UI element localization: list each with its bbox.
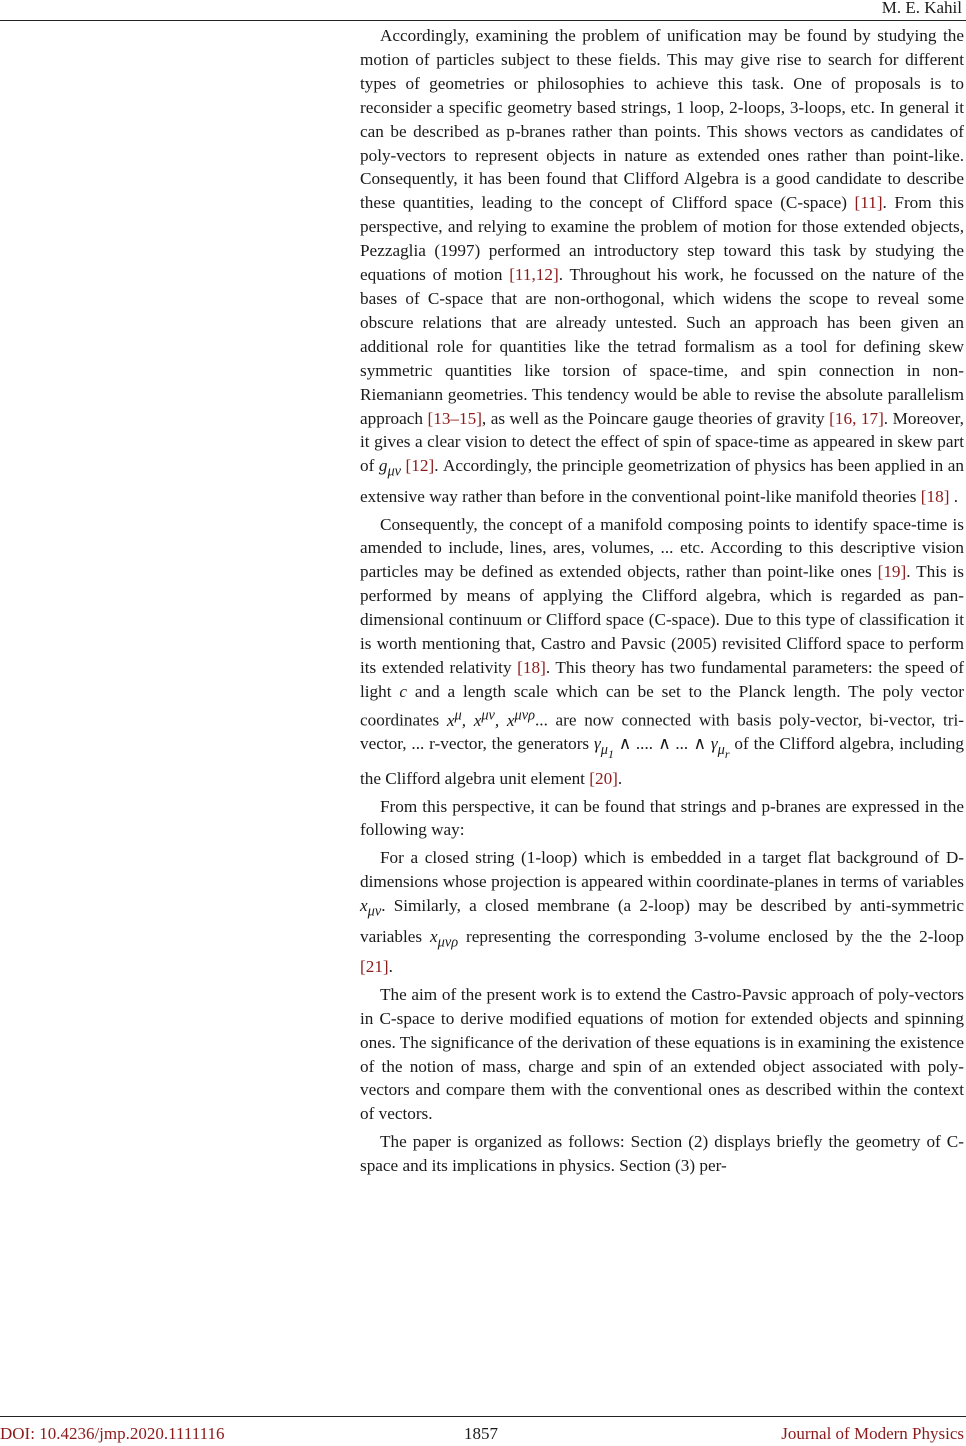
- citation-link[interactable]: [20]: [589, 768, 618, 788]
- inline-math: $x^\mu$, $x^{\mu\nu}$, $x^{\mu\nu\rho}$: [446, 706, 535, 730]
- inline-math: $\gamma_{\mu_1}$ ∧ .... ∧ ... ∧ $\gamma_{\mu_r}$: [593, 734, 730, 761]
- inline-math: $x_{\mu\nu}$: [360, 896, 382, 920]
- journal-name[interactable]: Journal of Modern Physics: [781, 1424, 964, 1443]
- citation-link[interactable]: [21]: [360, 956, 389, 976]
- citation-link[interactable]: [16, 17]: [829, 408, 884, 428]
- paragraph: For a closed string (1-loop) which is embedded in a target flat background of D-dimensions whose projection is appeared within coordinate-planes in terms of variables $x_{\mu\nu}$. Similarly, a closed membrane (a 2-loop) may be described by anti-symmetric variables $x_{\mu\nu\rho}$ representing the corresponding 3-volume enclosed by the the 2-loop [21].: [360, 848, 964, 976]
- inline-math: $g_{\mu\nu}$: [378, 456, 402, 480]
- paragraph: From this perspective, it can be found that strings and p-branes are expressed in the following way:: [360, 796, 964, 840]
- paragraph: The paper is organized as follows: Section (2) displays briefly the geometry of C-space and its implications in physics. Section (3) per-: [360, 1132, 964, 1176]
- paragraph: Accordingly, examining the problem of unification may be found by studying the motion of particles subject to these fields. This may give rise to search for different types of geometries or philosophies to achieve this task. One of proposals is to reconsider a specific geometry based strings, 1 loop, 2-loops, 3-loops, etc. In general it can be described as p-branes rather than points. This shows vectors as candidates of poly-vectors to represent objects in nature as extended ones rather than point-like. Consequently, it has been found that Clifford Algebra is a good candidate to describe these quantities, leading to the concept of Clifford space (C-space) [11]. From this perspective, and relying to examine the problem of motion for those extended objects, Pezzaglia (1997) performed an introductory step toward this task by studying the equations of motion [11,12]. Throughout his work, he focussed on the nature of the bases of C-space that are non-orthogonal, which widens the scope to reveal some obscure relations that are already untested. Such an approach has been given an additional role for quantities like the tetrad formalism as a tool for defining skew symmetric quantities like torsion of space-time, and spin connection in non-Riemaniann geometries. This tendency would be able to revise the absolute parallelism approach [13–15], as well as the Poincare gauge theories of gravity [16, 17]. Moreover, it gives a clear vision to detect the effect of spin of space-time as appeared in skew part of $g_{\mu\nu}$ [12]. Accordingly, the principle geometrization of physics has been applied in an extensive way rather than before in the conventional point-like manifold theories [18] .: [360, 26, 965, 506]
- inline-math: c: [399, 681, 408, 701]
- paragraph: Consequently, the concept of a manifold composing points to identify space-time is amended to include, lines, ares, volumes, ... etc. According to this descriptive vision particles may be defined as extended objects, rather than point-like ones [19]. This is performed by means of applying the Clifford algebra, which is regarded as pan-dimensional continuum or Clifford space (C-space). Due to this type of classification it is worth mentioning that, Castro and Pavsic (2005) revisited Clifford space to perform its extended relativity [18]. This theory has two fundamental parameters: the speed of light c and a length scale which can be set to the Planck length. The poly vector coordinates $x^\mu$, $x^{\mu\nu}$, $x^{\mu\nu\rho}$... are now connected with basis poly-vector, bi-vector, tri-vector, ... r-vector, the generators $\gamma_{\mu_1}$ ∧ .... ∧ ... ∧ $\gamma_{\mu_r}$ of the Clifford algebra, including the Clifford algebra unit element [20].: [360, 514, 965, 788]
- running-header-author: M. E. Kahil: [881, 0, 962, 17]
- page-number: 1857: [464, 1424, 498, 1443]
- citation-link[interactable]: [11]: [854, 193, 883, 213]
- doi-link[interactable]: DOI: 10.4236/jmp.2020.1111116: [0, 1424, 225, 1443]
- inline-math: $x_{\mu\nu\rho}$: [430, 926, 459, 950]
- citation-link[interactable]: [13–15]: [427, 408, 482, 428]
- paragraph: The aim of the present work is to extend the Castro-Pavsic approach of poly-vectors in C-space to derive modified equations of motion for extended objects and spinning ones. The significance of the derivation of these equations is in examining the existence of the notion of mass, charge and spin of an extended object associated with poly-vectors and compare them with the conventional ones as described within the context of vectors.: [360, 984, 964, 1124]
- citation-link[interactable]: [19]: [877, 562, 907, 582]
- citation-link[interactable]: [12]: [405, 456, 435, 476]
- citation-link[interactable]: [18]: [920, 486, 950, 506]
- citation-link[interactable]: [18]: [517, 658, 546, 677]
- page-header: [0, 0, 966, 21]
- citation-link[interactable]: [11,12]: [509, 265, 559, 285]
- page-footer: [0, 1416, 966, 1446]
- body-text: [360, 24, 964, 1182]
